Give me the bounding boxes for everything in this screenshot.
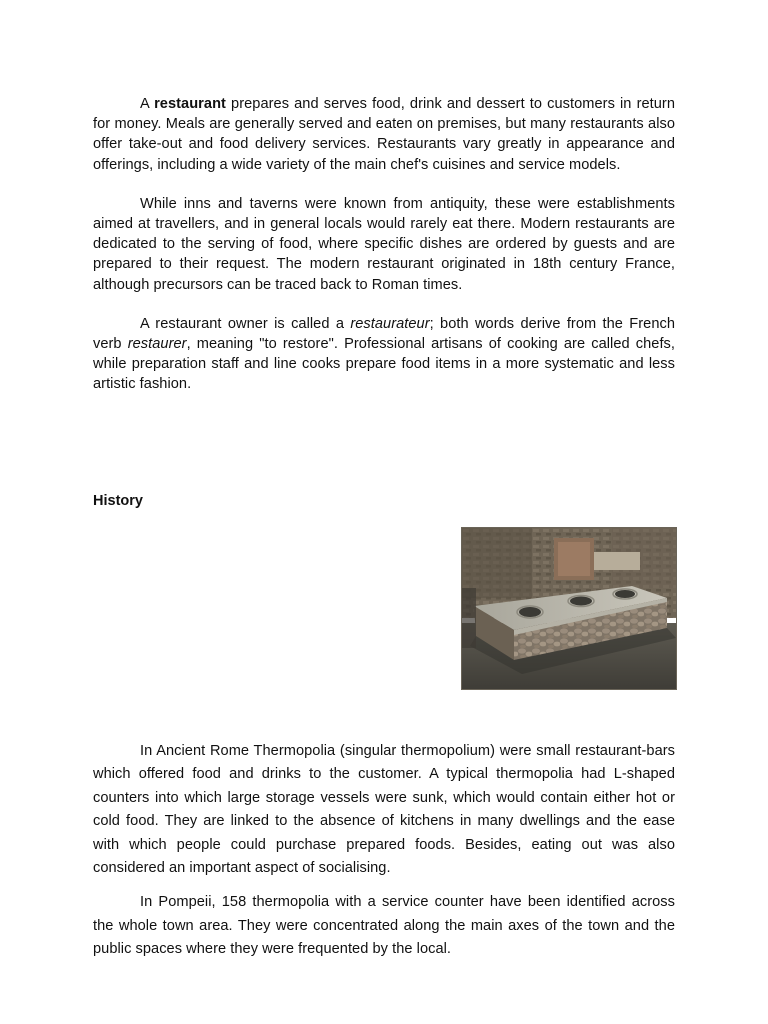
text-run: A xyxy=(140,96,155,112)
italic-term: restaurer xyxy=(127,336,187,353)
italic-term: restaurateur xyxy=(350,315,430,332)
history-paragraph-1: In Ancient Rome Thermopolia (singular thermopolium) were small restaurant-bars which offered food and drinks to the customer. A typical thermopolia had L-shaped counters into which large storage vessels were sunk, which would contain either hot or cold food. They are linked to the absence of kitchens in many dwellings and the ease with which people could purchase prepared foods. Besides, eating out was also considered an important aspect of socialising. xyxy=(93,743,675,877)
intro-paragraph-1 xyxy=(93,94,675,175)
history-heading: History xyxy=(93,493,143,509)
text-run: prepares and serves food, drink and dessert to customers in return for money. Meals are generally served and eaten on premises, but many restaurants also offer take-out and food delivery services. Restaurants vary greatly in appearance and offerings, including a wide variety of the main chef's cuisines and service models. xyxy=(93,96,675,173)
text-run: , meaning "to restore". Professional artisans of cooking are called chefs, while preparation staff and line cooks prepare food items in a more systematic and less artistic fashion. xyxy=(93,336,676,393)
text-run: A restaurant owner is called a xyxy=(140,315,351,332)
intro-paragraph-2: While inns and taverns were known from antiquity, these were establishments aimed at travellers, and in general locals would rarely eat there. Modern restaurants are dedicated to the serving of food, where specific dishes are ordered by guests and are prepared to their request. The modern restaurant originated in 18th century France, although precursors can be traced back to Roman times. xyxy=(93,195,675,293)
history-section xyxy=(93,740,675,973)
intro-section xyxy=(93,94,675,414)
history-paragraph-2: In Pompeii, 158 thermopolia with a service counter have been identified across the whole town area. They were concentrated along the main axes of the town and the public spaces where they were frequented by the local. xyxy=(93,894,675,958)
bold-term: restaurant xyxy=(154,96,226,112)
text-run: ; both words derive from the French verb xyxy=(93,315,675,353)
intro-paragraph-3 xyxy=(93,314,675,395)
thermopolium-photo xyxy=(461,527,677,690)
